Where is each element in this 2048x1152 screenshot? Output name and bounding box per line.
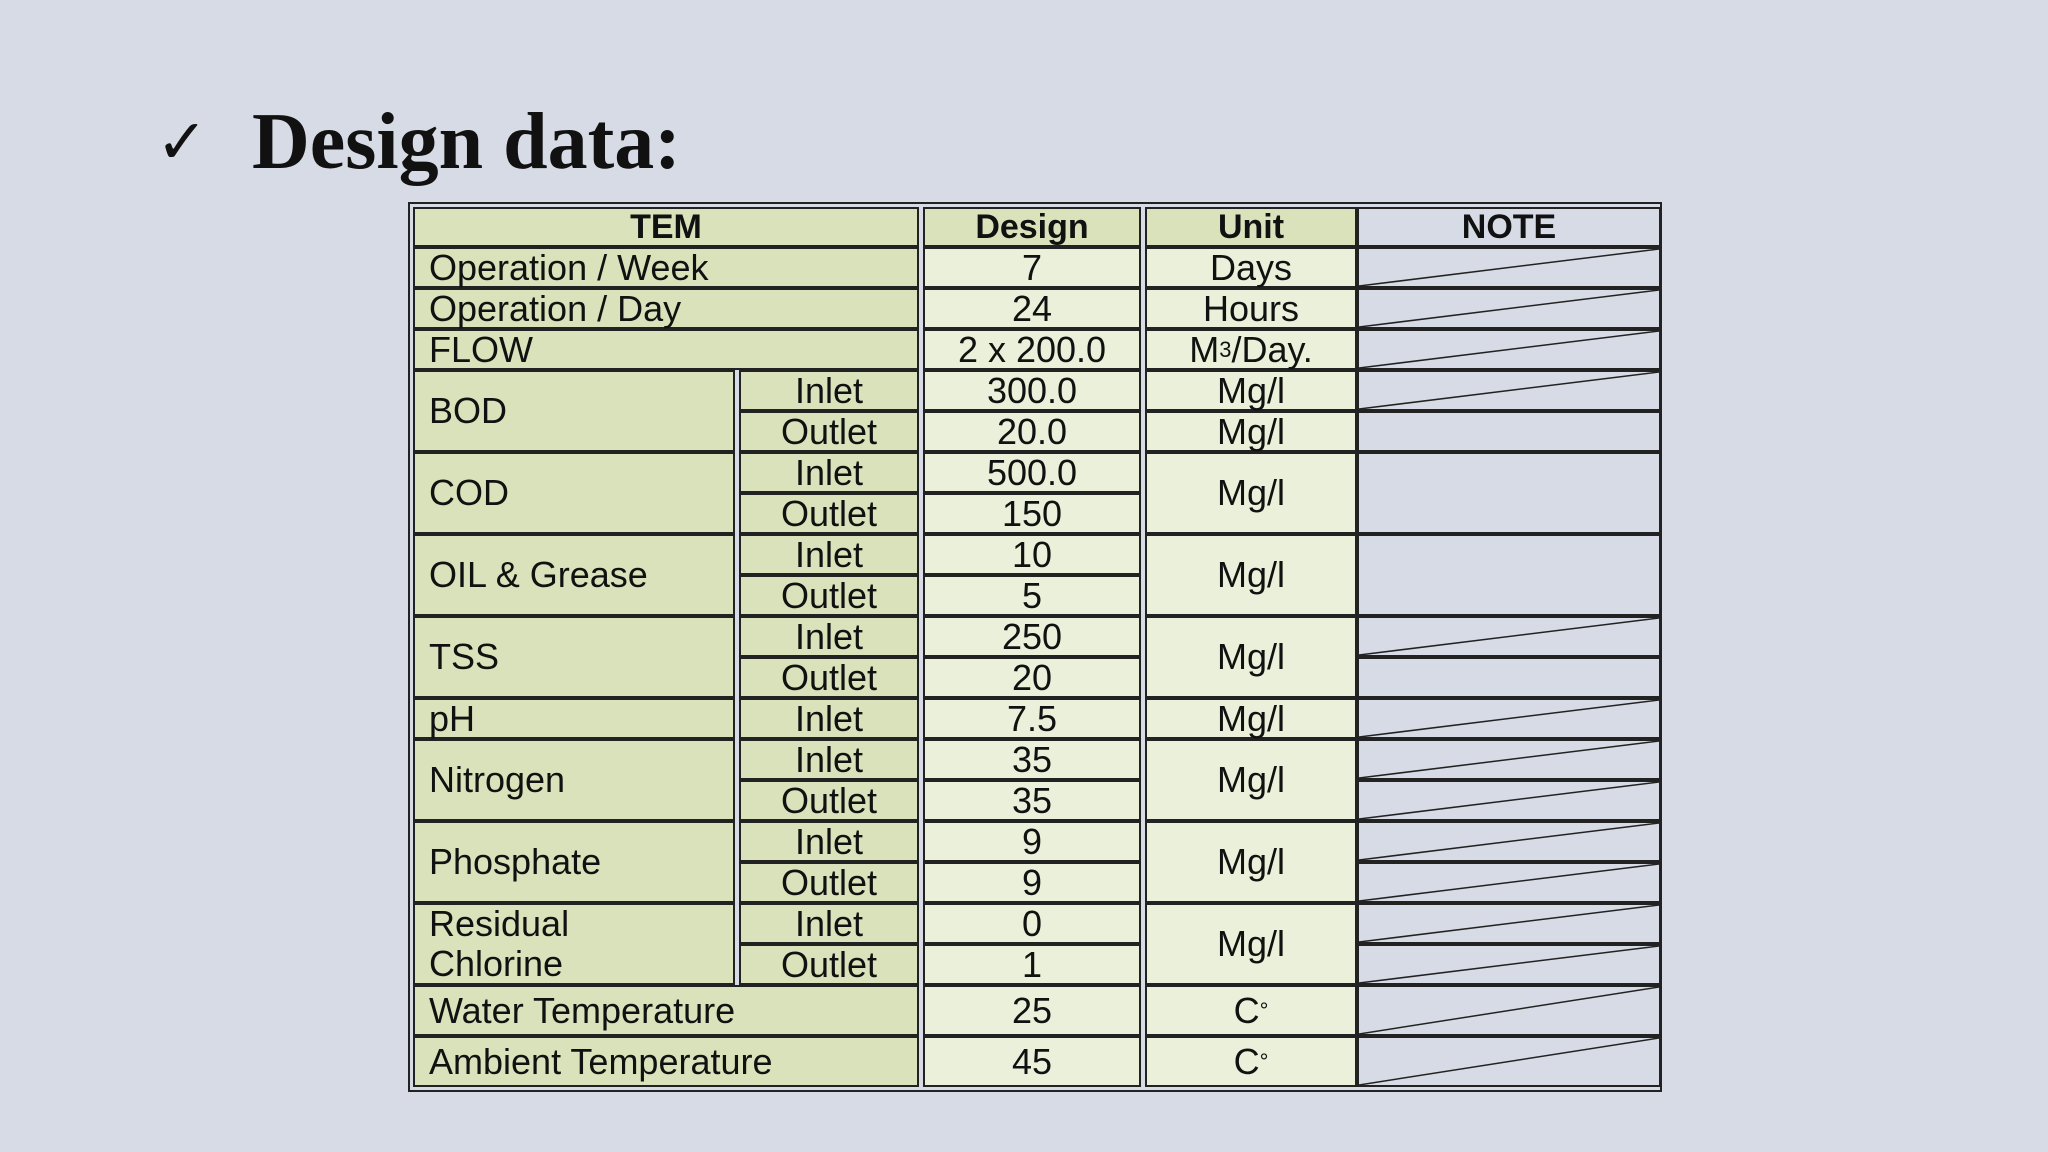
design-value: 5 — [923, 575, 1141, 616]
unit-value: Mg/l — [1145, 370, 1357, 411]
row-label: Operation / Week — [413, 247, 919, 288]
design-value: 250 — [923, 616, 1141, 657]
row-label: BOD — [413, 370, 735, 452]
inlet-label: Inlet — [739, 903, 919, 944]
unit-value: C ° — [1145, 1036, 1357, 1087]
note-cell — [1357, 780, 1661, 821]
design-value: 9 — [923, 821, 1141, 862]
row-label: FLOW — [413, 329, 919, 370]
inlet-label: Inlet — [739, 821, 919, 862]
design-value: 20 — [923, 657, 1141, 698]
outlet-label: Outlet — [739, 493, 919, 534]
inlet-label: Inlet — [739, 739, 919, 780]
note-cell — [1357, 821, 1661, 862]
inlet-label: Inlet — [739, 534, 919, 575]
design-value: 7 — [923, 247, 1141, 288]
outlet-label: Outlet — [739, 944, 919, 985]
design-value: 0 — [923, 903, 1141, 944]
design-value: 25 — [923, 985, 1141, 1036]
unit-value: Mg/l — [1145, 698, 1357, 739]
design-value: 10 — [923, 534, 1141, 575]
note-cell — [1357, 247, 1661, 288]
design-value: 1 — [923, 944, 1141, 985]
note-cell — [1357, 657, 1661, 698]
unit-value: Mg/l — [1145, 616, 1357, 698]
design-value: 24 — [923, 288, 1141, 329]
note-cell — [1357, 616, 1661, 657]
unit-value: Hours — [1145, 288, 1357, 329]
unit-value: Mg/l — [1145, 534, 1357, 616]
row-label: TSS — [413, 616, 735, 698]
note-cell — [1357, 288, 1661, 329]
unit-value: M 3 /Day. — [1145, 329, 1357, 370]
inlet-label: Inlet — [739, 370, 919, 411]
design-value: 2 x 200.0 — [923, 329, 1141, 370]
outlet-label: Outlet — [739, 411, 919, 452]
design-value: 500.0 — [923, 452, 1141, 493]
header-design: Design — [923, 207, 1141, 247]
header-note: NOTE — [1357, 207, 1661, 247]
row-label: Ambient Temperature — [413, 1036, 919, 1087]
design-value: 20.0 — [923, 411, 1141, 452]
unit-value: Mg/l — [1145, 903, 1357, 985]
note-cell — [1357, 329, 1661, 370]
note-cell — [1357, 944, 1661, 985]
row-label: Water Temperature — [413, 985, 919, 1036]
header-unit: Unit — [1145, 207, 1357, 247]
design-value: 7.5 — [923, 698, 1141, 739]
checkmark-icon: ✓ — [156, 105, 208, 178]
design-value: 150 — [923, 493, 1141, 534]
inlet-label: Inlet — [739, 452, 919, 493]
note-cell — [1357, 534, 1661, 616]
note-cell — [1357, 370, 1661, 411]
note-cell — [1357, 452, 1661, 534]
design-value: 35 — [923, 739, 1141, 780]
design-value: 9 — [923, 862, 1141, 903]
row-label: Residual Chlorine — [413, 903, 735, 985]
slide-title: Design data: — [252, 98, 681, 186]
design-value: 300.0 — [923, 370, 1141, 411]
unit-value: Mg/l — [1145, 821, 1357, 903]
row-label: Operation / Day — [413, 288, 919, 329]
inlet-label: Inlet — [739, 698, 919, 739]
note-cell — [1357, 862, 1661, 903]
slide-heading — [156, 92, 681, 192]
unit-value: Days — [1145, 247, 1357, 288]
note-cell — [1357, 903, 1661, 944]
inlet-label: Inlet — [739, 616, 919, 657]
outlet-label: Outlet — [739, 780, 919, 821]
unit-value: Mg/l — [1145, 739, 1357, 821]
unit-value: Mg/l — [1145, 411, 1357, 452]
row-label: Nitrogen — [413, 739, 735, 821]
row-label: pH — [413, 698, 735, 739]
unit-value: Mg/l — [1145, 452, 1357, 534]
note-cell — [1357, 411, 1661, 452]
unit-value: C ° — [1145, 985, 1357, 1036]
note-cell — [1357, 698, 1661, 739]
row-label: COD — [413, 452, 735, 534]
note-cell — [1357, 1036, 1661, 1087]
note-cell — [1357, 985, 1661, 1036]
design-data-table — [408, 202, 1662, 1092]
outlet-label: Outlet — [739, 862, 919, 903]
design-value: 45 — [923, 1036, 1141, 1087]
row-label: Phosphate — [413, 821, 735, 903]
header-item: TEM — [413, 207, 919, 247]
outlet-label: Outlet — [739, 657, 919, 698]
note-cell — [1357, 739, 1661, 780]
design-value: 35 — [923, 780, 1141, 821]
outlet-label: Outlet — [739, 575, 919, 616]
row-label: OIL & Grease — [413, 534, 735, 616]
